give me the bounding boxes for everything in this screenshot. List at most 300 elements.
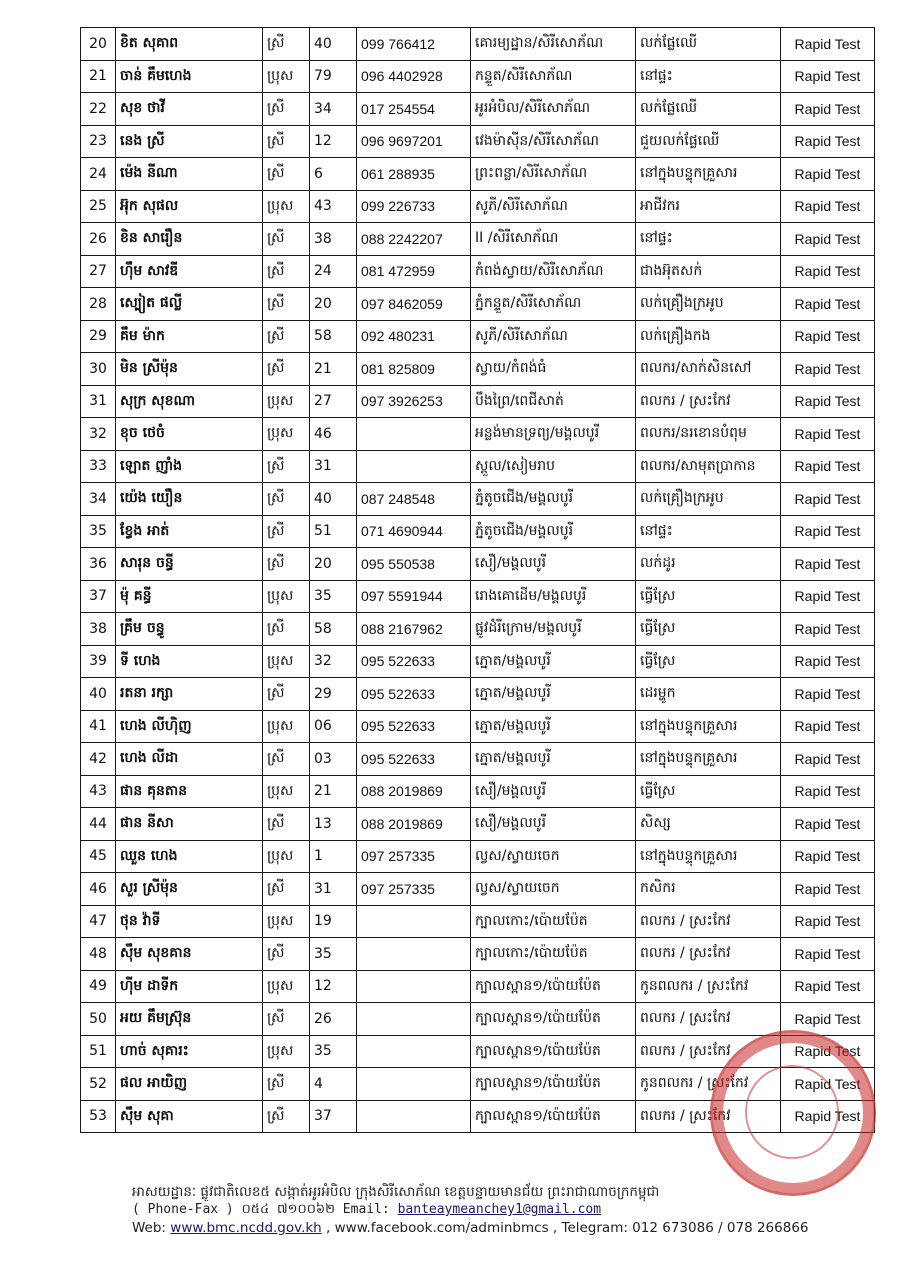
cell-sex: ប្រុស [263, 385, 310, 418]
cell-phone-number [357, 418, 471, 451]
footer-web-label: Web: [132, 1220, 166, 1236]
cell-phone-number: 097 3926253 [357, 385, 471, 418]
cell-sex: ស្រី [263, 223, 310, 256]
cell-address: ក្បាលស្ពាន១/ប៉ោយប៉ែត [471, 970, 636, 1003]
cell-sex: ស្រី [263, 1100, 310, 1133]
cell-test-type: Rapid Test [781, 938, 875, 971]
cell-sex: ប្រុស [263, 60, 310, 93]
cell-sex: ស្រី [263, 125, 310, 158]
cell-occupation: ជួយលក់ផ្លែឈើ [636, 125, 781, 158]
cell-age: 12 [310, 125, 357, 158]
cell-address: ភ្នំតូចជើង/មង្គលបូរី [471, 483, 636, 516]
cell-test-type: Rapid Test [781, 28, 875, 61]
cell-phone-number: 097 257335 [357, 840, 471, 873]
cell-phone-number: 096 4402928 [357, 60, 471, 93]
cell-address: II /សិរីសោភ័ណ [471, 223, 636, 256]
cell-occupation: នៅក្នុងបន្ទុកគ្រួសារ [636, 743, 781, 776]
cell-test-type: Rapid Test [781, 60, 875, 93]
cell-test-type: Rapid Test [781, 483, 875, 516]
cell-person-name: ទី ហេង [116, 645, 263, 678]
table-row [81, 255, 875, 288]
cell-person-name: ម៉ុ គន្ធី [116, 580, 263, 613]
cell-address: ភ្នំតូចជើង/មង្គលបូរី [471, 515, 636, 548]
cell-age: 20 [310, 288, 357, 321]
cell-row-number: 47 [81, 905, 116, 938]
cell-address: សូភី/សិរីសោភ័ណ [471, 320, 636, 353]
cell-phone-number [357, 1100, 471, 1133]
cell-sex: ស្រី [263, 255, 310, 288]
cell-phone-number: 097 8462059 [357, 288, 471, 321]
cell-age: 24 [310, 255, 357, 288]
cell-row-number: 52 [81, 1068, 116, 1101]
cell-test-type: Rapid Test [781, 158, 875, 191]
cell-row-number: 53 [81, 1100, 116, 1133]
cell-row-number: 29 [81, 320, 116, 353]
cell-row-number: 31 [81, 385, 116, 418]
table-row [81, 515, 875, 548]
cell-test-type: Rapid Test [781, 93, 875, 126]
cell-phone-number [357, 938, 471, 971]
table-row [81, 645, 875, 678]
cell-occupation: លក់គ្រឿងកង [636, 320, 781, 353]
cell-person-name: ស៊ឹម សុខគាន [116, 938, 263, 971]
cell-sex: ស្រី [263, 353, 310, 386]
footer-phone-fax: ( Phone-Fax ) ០៥៤ ៧១០០៦២ [132, 1202, 335, 1217]
cell-address: ភ្នោត/មង្គលបូរី [471, 743, 636, 776]
cell-test-type: Rapid Test [781, 255, 875, 288]
table-row [81, 158, 875, 191]
cell-address: សឿ/មង្គលបូរី [471, 548, 636, 581]
cell-sex: ប្រុស [263, 1035, 310, 1068]
cell-occupation: ពលករ/សាក់សិនសៅ [636, 353, 781, 386]
footer-email-label: Email: [342, 1202, 390, 1217]
table-row [81, 678, 875, 711]
cell-sex: ប្រុស [263, 580, 310, 613]
cell-age: 40 [310, 28, 357, 61]
cell-row-number: 25 [81, 190, 116, 223]
cell-age: 37 [310, 1100, 357, 1133]
cell-sex: ស្រី [263, 613, 310, 646]
cell-phone-number [357, 450, 471, 483]
cell-row-number: 49 [81, 970, 116, 1003]
cell-row-number: 36 [81, 548, 116, 581]
cell-address: រោងគោដើម/មង្គលបូរី [471, 580, 636, 613]
cell-address: ស្វាយ/កំពង់ធំ [471, 353, 636, 386]
cell-row-number: 35 [81, 515, 116, 548]
table-row [81, 548, 875, 581]
table-row [81, 320, 875, 353]
cell-occupation: នៅផ្ទះ [636, 60, 781, 93]
cell-address: ភ្នោត/មង្គលបូរី [471, 710, 636, 743]
cell-sex: ប្រុស [263, 190, 310, 223]
cell-person-name: នេង ស្រី [116, 125, 263, 158]
cell-person-name: ម៉េង នីណា [116, 158, 263, 191]
table-row [81, 613, 875, 646]
table-row [81, 775, 875, 808]
cell-sex: ប្រុស [263, 418, 310, 451]
cell-phone-number [357, 1035, 471, 1068]
cell-occupation: ពលករ / ស្រះកែវ [636, 905, 781, 938]
cell-address: ក្បាលកោះ/ប៉ោយប៉ែត [471, 905, 636, 938]
cell-row-number: 22 [81, 93, 116, 126]
cell-test-type: Rapid Test [781, 548, 875, 581]
cell-person-name: សុក្រ សុខណា [116, 385, 263, 418]
cell-person-name: ហេង លីដា [116, 743, 263, 776]
cell-sex: ស្រី [263, 515, 310, 548]
cell-sex: ស្រី [263, 28, 310, 61]
cell-occupation: ពលករ / ស្រះកែវ [636, 1035, 781, 1068]
cell-row-number: 30 [81, 353, 116, 386]
cell-age: 32 [310, 645, 357, 678]
table-row [81, 60, 875, 93]
table-row [81, 125, 875, 158]
cell-occupation: នៅផ្ទះ [636, 223, 781, 256]
cell-address: ល្វស/ស្វាយចេក [471, 873, 636, 906]
cell-row-number: 48 [81, 938, 116, 971]
cell-occupation: លក់ផ្លែឈើ [636, 28, 781, 61]
cell-person-name: ផាន គុនតាន [116, 775, 263, 808]
cell-address: អន្លង់មានទ្រព្យ/មង្គលបូរី [471, 418, 636, 451]
cell-person-name: មិន ស្រីម៉ុន [116, 353, 263, 386]
cell-person-name: ហ៊ីម ដាទីក [116, 970, 263, 1003]
cell-sex: ប្រុស [263, 905, 310, 938]
cell-row-number: 34 [81, 483, 116, 516]
cell-age: 35 [310, 938, 357, 971]
cell-sex: ស្រី [263, 158, 310, 191]
cell-address: ក្បាលស្ពាន១/ប៉ោយប៉ែត [471, 1068, 636, 1101]
cell-phone-number [357, 1003, 471, 1036]
table-row [81, 840, 875, 873]
table-row [81, 1100, 875, 1133]
cell-occupation: លក់គ្រឿងក្រអូប [636, 483, 781, 516]
cell-person-name: គឹម ម៉ាក [116, 320, 263, 353]
cell-occupation: នៅក្នុងបន្ទុកគ្រួសារ [636, 710, 781, 743]
cell-address: ល្វស/ស្វាយចេក [471, 840, 636, 873]
cell-row-number: 43 [81, 775, 116, 808]
cell-test-type: Rapid Test [781, 905, 875, 938]
table-row [81, 1035, 875, 1068]
table-row [81, 418, 875, 451]
cell-row-number: 51 [81, 1035, 116, 1068]
cell-age: 20 [310, 548, 357, 581]
cell-phone-number: 097 5591944 [357, 580, 471, 613]
cell-occupation: ពលករ / ស្រះកែវ [636, 938, 781, 971]
cell-occupation: សិស្ស [636, 808, 781, 841]
cell-occupation: ជាងអ៊ុតសក់ [636, 255, 781, 288]
cell-phone-number: 099 226733 [357, 190, 471, 223]
table-row [81, 450, 875, 483]
cell-phone-number: 061 288935 [357, 158, 471, 191]
cell-occupation: លក់គ្រឿងក្រអូប [636, 288, 781, 321]
table-row [81, 580, 875, 613]
cell-address: បឹងព្រៃ/ពេជីសាត់ [471, 385, 636, 418]
cell-row-number: 24 [81, 158, 116, 191]
cell-address: គោរម្យដ្ឋាន/សិរីសោភ័ណ [471, 28, 636, 61]
cell-age: 26 [310, 1003, 357, 1036]
table-row [81, 905, 875, 938]
cell-occupation: នៅក្នុងបន្ទុកគ្រួសារ [636, 840, 781, 873]
cell-test-type: Rapid Test [781, 223, 875, 256]
cell-address: សឿ/មង្គលបូរី [471, 775, 636, 808]
table-row [81, 385, 875, 418]
cell-sex: ស្រី [263, 808, 310, 841]
cell-person-name: ហេង លីហ៊ិញ [116, 710, 263, 743]
cell-sex: ប្រុស [263, 775, 310, 808]
cell-phone-number: 092 480231 [357, 320, 471, 353]
cell-address: កំពង់ស្វាយ/សិរីសោភ័ណ [471, 255, 636, 288]
cell-address: ព្រះពន្លា/សិរីសោភ័ណ [471, 158, 636, 191]
cell-row-number: 50 [81, 1003, 116, 1036]
table-row [81, 743, 875, 776]
cell-age: 03 [310, 743, 357, 776]
cell-test-type: Rapid Test [781, 450, 875, 483]
cell-age: 31 [310, 873, 357, 906]
cell-occupation: ពលករ / ស្រះកែវ [636, 1003, 781, 1036]
cell-person-name: គ្រឹម ចន្ធូ [116, 613, 263, 646]
cell-phone-number [357, 905, 471, 938]
cell-age: 46 [310, 418, 357, 451]
cell-occupation: លក់ផ្លែឈើ [636, 93, 781, 126]
cell-test-type: Rapid Test [781, 125, 875, 158]
cell-test-type: Rapid Test [781, 418, 875, 451]
cell-test-type: Rapid Test [781, 678, 875, 711]
footer-address: អាសយដ្ឋានៈ ផ្លូវជាតិលេខ៥ សង្កាត់អូរអំបិល ក្រុងសិរីសោភ័ណ ខេត្តបន្ទាយមានជ័យ ព្រះរាជាណាចក្រកម្ពុជា [132, 1184, 660, 1200]
cell-occupation: ពលករ / ស្រះកែវ [636, 1100, 781, 1133]
cell-address: សឿ/មង្គលបូរី [471, 808, 636, 841]
cell-occupation: ពលករ/សាមុតប្រាកាន [636, 450, 781, 483]
cell-row-number: 23 [81, 125, 116, 158]
cell-test-type: Rapid Test [781, 353, 875, 386]
cell-person-name: អ៊ុក សុផល [116, 190, 263, 223]
cell-phone-number: 071 4690944 [357, 515, 471, 548]
cell-test-type: Rapid Test [781, 970, 875, 1003]
cell-row-number: 40 [81, 678, 116, 711]
cell-sex: ស្រី [263, 1068, 310, 1101]
cell-phone-number: 095 522633 [357, 678, 471, 711]
cell-occupation: ធ្វើស្រែ [636, 580, 781, 613]
cell-occupation: កូនពលករ / ស្រះកែវ [636, 970, 781, 1003]
cell-test-type: Rapid Test [781, 515, 875, 548]
cell-sex: ស្រី [263, 743, 310, 776]
cell-age: 43 [310, 190, 357, 223]
table-row [81, 970, 875, 1003]
cell-test-type: Rapid Test [781, 645, 875, 678]
table-row [81, 288, 875, 321]
cell-row-number: 38 [81, 613, 116, 646]
cell-sex: ស្រី [263, 320, 310, 353]
cell-row-number: 44 [81, 808, 116, 841]
cell-row-number: 46 [81, 873, 116, 906]
cell-test-type: Rapid Test [781, 710, 875, 743]
cell-row-number: 42 [81, 743, 116, 776]
cell-age: 12 [310, 970, 357, 1003]
cell-age: 06 [310, 710, 357, 743]
cell-sex: ស្រី [263, 548, 310, 581]
cell-occupation: អាជីវករ [636, 190, 781, 223]
cell-address: ក្បាលស្ពាន១/ប៉ោយប៉ែត [471, 1100, 636, 1133]
cell-person-name: ឡោត ញាំង [116, 450, 263, 483]
cell-address: វេងម៉ាស៊ីន/សិរីសោភ័ណ [471, 125, 636, 158]
cell-person-name: សុខ ថាវី [116, 93, 263, 126]
table-row [81, 1003, 875, 1036]
cell-phone-number: 088 2167962 [357, 613, 471, 646]
cell-age: 51 [310, 515, 357, 548]
cell-sex: ស្រី [263, 483, 310, 516]
cell-row-number: 20 [81, 28, 116, 61]
cell-occupation: ពលករ/នរខោនបំពុម [636, 418, 781, 451]
cell-age: 4 [310, 1068, 357, 1101]
cell-phone-number: 087 248548 [357, 483, 471, 516]
table-row [81, 808, 875, 841]
cell-address: ក្បាលកោះ/ប៉ោយប៉ែត [471, 938, 636, 971]
cell-test-type: Rapid Test [781, 743, 875, 776]
cell-row-number: 21 [81, 60, 116, 93]
cell-person-name: ហ៊ឹម សាវឌី [116, 255, 263, 288]
table-row [81, 938, 875, 971]
cell-person-name: ចាន់ គឹមហេង [116, 60, 263, 93]
cell-address: ភ្នោត/មង្គលបូរី [471, 678, 636, 711]
cell-sex: ស្រី [263, 678, 310, 711]
cell-age: 6 [310, 158, 357, 191]
cell-row-number: 32 [81, 418, 116, 451]
cell-test-type: Rapid Test [781, 840, 875, 873]
cell-test-type: Rapid Test [781, 613, 875, 646]
cell-sex: ប្រុស [263, 970, 310, 1003]
cell-phone-number: 095 522633 [357, 710, 471, 743]
cell-address: អូរអំបិល/សិរីសោភ័ណ [471, 93, 636, 126]
cell-age: 38 [310, 223, 357, 256]
table-row [81, 483, 875, 516]
cell-person-name: សួរ ស្រីម៉ុន [116, 873, 263, 906]
table-row [81, 710, 875, 743]
footer-web [132, 1219, 872, 1237]
cell-row-number: 45 [81, 840, 116, 873]
table-row [81, 873, 875, 906]
cell-sex: ប្រុស [263, 840, 310, 873]
cell-test-type: Rapid Test [781, 775, 875, 808]
cell-occupation: កសិករ [636, 873, 781, 906]
cell-phone-number: 099 766412 [357, 28, 471, 61]
cell-occupation: នៅផ្ទះ [636, 515, 781, 548]
cell-sex: ប្រុស [263, 710, 310, 743]
cell-person-name: ស៊ឹម សុគា [116, 1100, 263, 1133]
cell-occupation: ធ្វើស្រែ [636, 645, 781, 678]
roster-body [81, 28, 875, 1133]
cell-age: 34 [310, 93, 357, 126]
cell-person-name: ស្បៀត ផល្លី [116, 288, 263, 321]
cell-person-name: ខុច ថេចំ [116, 418, 263, 451]
cell-person-name: ផល អាយិញ [116, 1068, 263, 1101]
cell-age: 35 [310, 580, 357, 613]
cell-sex: ស្រី [263, 938, 310, 971]
cell-occupation: ដេរម្ហូក [636, 678, 781, 711]
cell-occupation: នៅក្នុងបន្ទុកគ្រួសារ [636, 158, 781, 191]
table-row [81, 223, 875, 256]
cell-person-name: ថុន វ៉ាទី [116, 905, 263, 938]
cell-occupation: ពលករ / ស្រះកែវ [636, 385, 781, 418]
cell-age: 31 [310, 450, 357, 483]
cell-row-number: 41 [81, 710, 116, 743]
cell-phone-number: 088 2019869 [357, 808, 471, 841]
cell-test-type: Rapid Test [781, 190, 875, 223]
cell-row-number: 26 [81, 223, 116, 256]
cell-row-number: 39 [81, 645, 116, 678]
cell-person-name: ខ្វែង អាត់ [116, 515, 263, 548]
cell-phone-number [357, 970, 471, 1003]
cell-test-type: Rapid Test [781, 385, 875, 418]
cell-age: 21 [310, 775, 357, 808]
cell-phone-number: 097 257335 [357, 873, 471, 906]
cell-phone-number: 088 2242207 [357, 223, 471, 256]
cell-age: 1 [310, 840, 357, 873]
cell-phone-number: 017 254554 [357, 93, 471, 126]
cell-test-type: Rapid Test [781, 808, 875, 841]
page-footer [132, 1183, 872, 1237]
cell-occupation: ធ្វើស្រែ [636, 775, 781, 808]
cell-test-type: Rapid Test [781, 1068, 875, 1101]
cell-phone-number: 095 522633 [357, 645, 471, 678]
cell-phone-number: 088 2019869 [357, 775, 471, 808]
patient-roster-table [80, 27, 875, 1133]
cell-address: ក្បាលស្ពាន១/ប៉ោយប៉ែត [471, 1035, 636, 1068]
cell-address: ស្តួល/សៀមរាប [471, 450, 636, 483]
cell-phone-number: 095 550538 [357, 548, 471, 581]
cell-address: ក្បាលស្ពាន១/ប៉ោយប៉ែត [471, 1003, 636, 1036]
cell-occupation: កូនពលករ / ស្រះកែវ [636, 1068, 781, 1101]
cell-age: 40 [310, 483, 357, 516]
cell-row-number: 37 [81, 580, 116, 613]
cell-age: 19 [310, 905, 357, 938]
cell-sex: ស្រី [263, 93, 310, 126]
cell-person-name: ផាន នីសា [116, 808, 263, 841]
table-row [81, 93, 875, 126]
cell-test-type: Rapid Test [781, 1100, 875, 1133]
cell-age: 27 [310, 385, 357, 418]
table-row [81, 1068, 875, 1101]
cell-age: 79 [310, 60, 357, 93]
cell-phone-number: 095 522633 [357, 743, 471, 776]
cell-person-name: ខិត សុគាព [116, 28, 263, 61]
cell-address: កន្ទួត/សិរីសោភ័ណ [471, 60, 636, 93]
cell-test-type: Rapid Test [781, 1035, 875, 1068]
cell-person-name: រតនា រក្សា [116, 678, 263, 711]
cell-test-type: Rapid Test [781, 320, 875, 353]
cell-sex: ស្រី [263, 873, 310, 906]
cell-age: 29 [310, 678, 357, 711]
cell-test-type: Rapid Test [781, 873, 875, 906]
footer-contact [132, 1201, 872, 1219]
cell-person-name: សារុន ចន្ធី [116, 548, 263, 581]
cell-age: 58 [310, 613, 357, 646]
footer-email-link[interactable]: banteaymeanchey1@gmail.com [397, 1202, 602, 1217]
cell-row-number: 27 [81, 255, 116, 288]
footer-web-link[interactable]: www.bmc.ncdd.gov.kh [170, 1220, 322, 1236]
cell-address: ភ្នោត/មង្គលបូរី [471, 645, 636, 678]
cell-test-type: Rapid Test [781, 288, 875, 321]
cell-person-name: យ៉េង យឿន [116, 483, 263, 516]
footer-facebook: , www.facebook.com/adminbmcs [326, 1220, 549, 1236]
cell-person-name: ខិន សារឿន [116, 223, 263, 256]
cell-sex: ស្រី [263, 1003, 310, 1036]
cell-phone-number: 096 9697201 [357, 125, 471, 158]
cell-address: ភ្នំកន្ទួត/សិរីសោភ័ណ [471, 288, 636, 321]
cell-phone-number [357, 1068, 471, 1101]
cell-row-number: 28 [81, 288, 116, 321]
cell-person-name: ហាច់ សុគារះ [116, 1035, 263, 1068]
cell-phone-number: 081 825809 [357, 353, 471, 386]
cell-sex: ស្រី [263, 450, 310, 483]
cell-occupation: លក់ដូរ [636, 548, 781, 581]
